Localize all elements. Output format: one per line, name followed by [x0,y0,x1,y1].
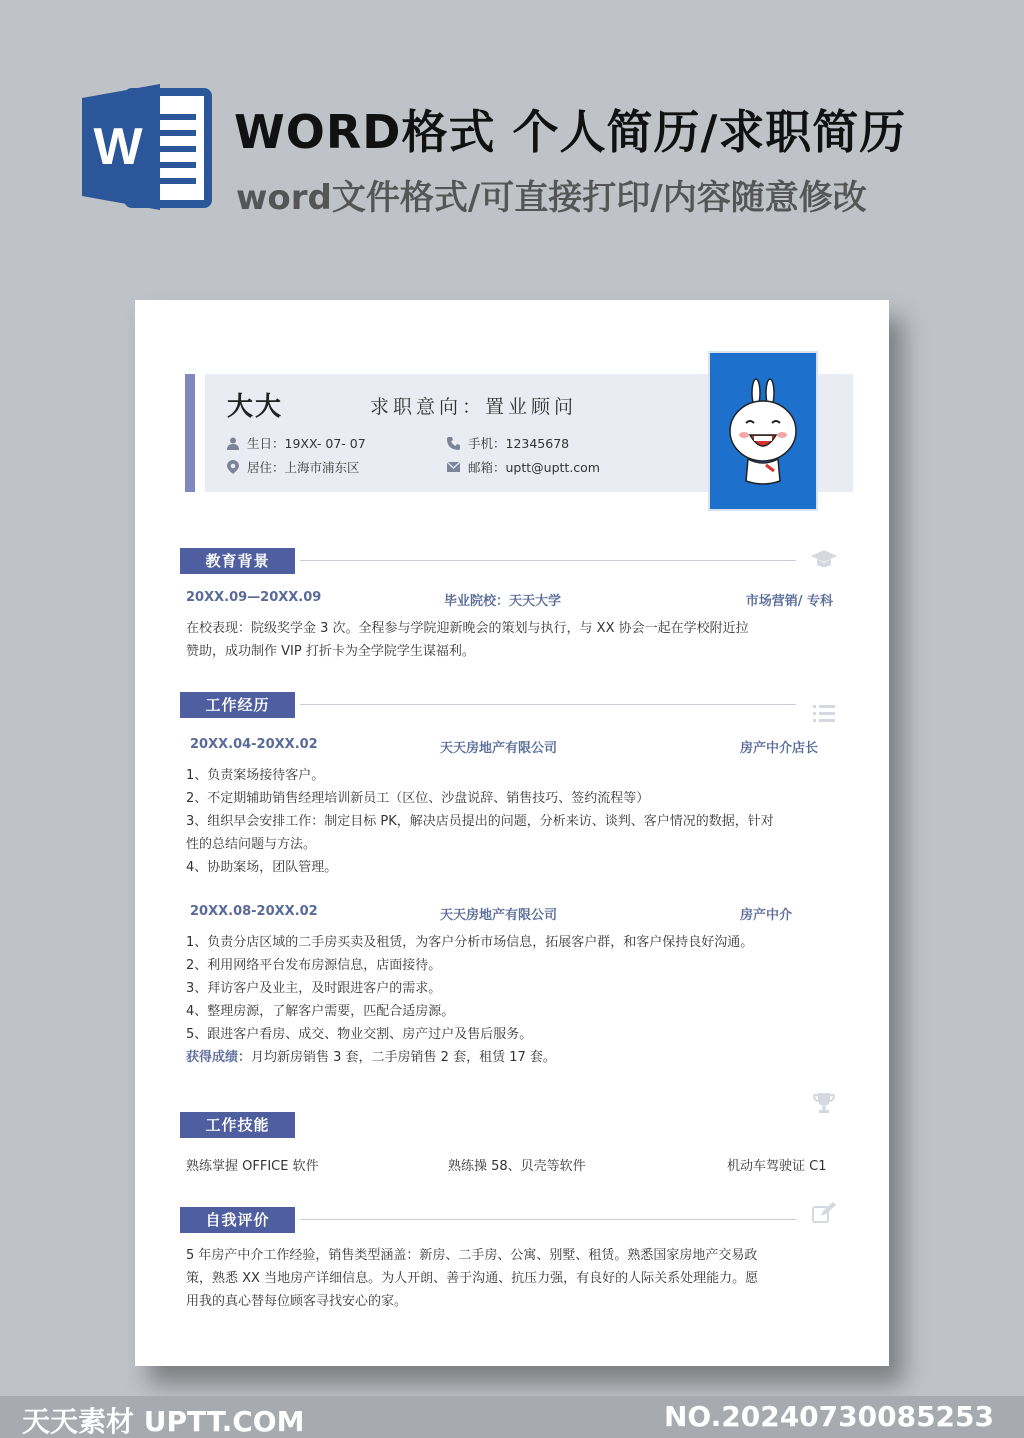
text-line: 2、利用网络平台发布房源信息，店面接待。 [186,958,442,973]
text-line: 策，熟悉 XX 当地房产详细信息。为人开朗、善于沟通、抗压力强，有良好的人际关系处理能力。愿 [186,1271,759,1286]
rabbit-avatar-icon [710,353,816,509]
job1-period: 20XX.04-20XX.02 [190,737,318,752]
location-pin-icon [227,460,239,474]
education-section-title: 教育背景 [180,548,295,574]
education-major: 市场营销/ 专科 [745,594,833,609]
birth-text: 生日：19XX- 07- 07 [247,436,366,451]
location-text: 居住：上海市浦东区 [247,460,360,475]
education-divider [300,560,796,561]
phone-text: 手机：12345678 [468,436,570,451]
email-icon [447,462,460,472]
footer-number: NO.20240730085253 [663,1400,994,1433]
text-line: 2、不定期辅助销售经理培训新员工（区位、沙盘说辞、销售技巧、签约流程等） [186,791,650,806]
skill-item: 熟练掌握 OFFICE 软件 [186,1159,319,1174]
education-period: 20XX.09—20XX.09 [186,590,322,605]
work-divider [300,704,796,705]
evaluation-section-title: 自我评价 [180,1207,295,1233]
text-line: 3、组织早会安排工作：制定目标 PK，解决店员提出的问题，分析来访、谈判、客户情况的数据，针对 [186,814,774,829]
list-icon [811,702,837,724]
education-school: 毕业院校：天天大学 [444,594,562,609]
skill-item: 熟练操 58、贝壳等软件 [448,1159,586,1174]
candidate-name: 大大 [227,392,284,422]
phone-info [447,434,569,452]
evaluation-text [186,1244,856,1313]
email-info [447,458,600,476]
word-logo-icon [82,84,214,210]
text-line: 4、整理房源，了解客户需要，匹配合适房源。 [186,1004,455,1019]
skill-item: 机动车驾驶证 C1 [727,1159,827,1174]
footer-site: 天天素材 UPTT.COM [22,1405,305,1438]
text-line: 在校表现：院级奖学金 3 次。全程参与学院迎新晚会的策划与执行，与 XX 协会一起在学校附近拉 [186,621,749,636]
education-description [186,617,856,663]
skills-section-title: 工作技能 [180,1112,295,1138]
text-line: 1、负责案场接待客户。 [186,768,325,783]
job1-company: 天天房地产有限公司 [440,741,558,756]
work-section-title: 工作经历 [180,692,295,718]
location-info [227,458,360,476]
phone-icon [447,437,460,450]
achievement-line [186,1046,856,1069]
achievement-text: 月均新房销售 3 套，二手房销售 2 套，租赁 17 套。 [251,1050,556,1065]
text-line: 4、协助案场，团队管理。 [186,860,338,875]
job-intent: 求职意向：置业顾问 [370,396,578,418]
job2-period: 20XX.08-20XX.02 [190,904,318,919]
banner-title: WORD格式 个人简历/求职简历 [234,105,907,159]
job1-role: 房产中介店长 [740,741,819,756]
job2-company: 天天房地产有限公司 [440,908,558,923]
text-line: 性的总结问题与方法。 [186,837,317,852]
word-logo-letter: W [93,118,143,176]
banner-subtitle: word文件格式/可直接打印/内容随意修改 [236,178,867,218]
person-icon [227,437,239,450]
job1-duties [186,764,856,879]
text-line: 5 年房产中介工作经验，销售类型涵盖：新房、二手房、公寓、别墅、租赁。熟悉国家房地产交易政 [186,1248,758,1263]
text-line: 5、跟进客户看房、成交、物业交割、房产过户及售后服务。 [186,1027,533,1042]
job2-role: 房产中介 [740,908,793,923]
text-line: 用我的真心替每位顾客寻找安心的家。 [186,1294,408,1309]
evaluation-divider [300,1219,796,1220]
achievement-label: 获得成绩： [186,1050,252,1065]
birth-info [227,434,366,452]
edit-icon [811,1202,837,1224]
header-accent-bar [185,374,195,492]
profile-photo [708,351,818,511]
text-line: 3、拜访客户及业主，及时跟进客户的需求。 [186,981,442,996]
graduation-cap-icon [811,548,837,570]
job2-duties [186,931,856,1069]
trophy-icon [811,1092,837,1114]
email-text: 邮箱：uptt@uptt.com [468,460,600,475]
resume-page [135,300,889,1366]
text-line: 赞助，成功制作 VIP 打折卡为全学院学生谋福利。 [186,644,475,659]
text-line: 1、负责分店区域的二手房买卖及租赁，为客户分析市场信息，拓展客户群，和客户保持良好沟通。 [186,935,754,950]
